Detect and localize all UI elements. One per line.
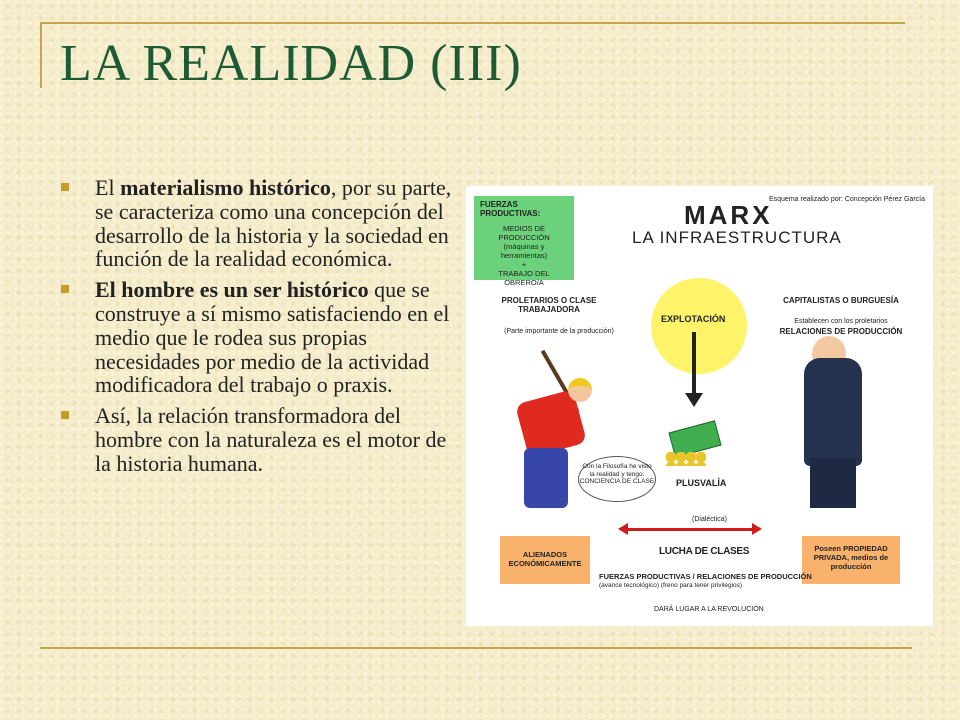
arrow-shaft: [692, 332, 696, 398]
bullet-marker: [61, 183, 69, 191]
proletarios-sub: (Parte importante de la producción): [504, 328, 614, 335]
bullet-3: [58, 404, 463, 475]
plusvalia-label: PLUSVALÍA: [676, 478, 727, 488]
bullet-1-post: , por su parte, se caracteriza como una concepción del desarrollo de la historia y la sociedad en función de la realidad económica.: [95, 175, 452, 272]
bullet-list: [58, 176, 463, 483]
worker-legs: [524, 448, 568, 508]
fuerzas-trabajo: TRABAJO DEL OBRERO/A: [498, 269, 550, 287]
dialectica-label: (Dialéctica): [692, 516, 728, 523]
explotacion-circle: [651, 278, 747, 374]
fuerzas-productivas-box: [474, 196, 574, 287]
marx-heading: MARX: [684, 200, 773, 230]
revolucion-label: DARÁ LUGAR A LA REVOLUCIÓN: [654, 606, 764, 613]
bullet-2-post: que se construye a sí mismo satisfaciendo en el medio que le rodea sus propias necesidades por medio de la actividad modificadora del trabajo o praxis.: [95, 277, 450, 398]
bullet-2: [58, 278, 463, 397]
bullet-marker: [61, 285, 69, 293]
arrow-down-icon: [685, 393, 703, 407]
capitalist-legs: [810, 458, 856, 508]
proletarios-label: PROLETARIOS O CLASE TRABAJADORA: [501, 296, 597, 314]
frame-top-line: [40, 22, 905, 24]
fp-rp-label: FUERZAS PRODUCTIVAS / RELACIONES DE PRODUCCIÓN: [599, 572, 812, 581]
coins-icon: [666, 452, 706, 466]
bullet-1-bold: materialismo histórico: [120, 175, 331, 200]
bullet-3-pre: Así, la relación transformadora del hombre con la naturaleza es el motor de la historia humana.: [95, 403, 447, 476]
frame-bottom-line: [40, 647, 912, 649]
bullet-1: [58, 176, 463, 271]
frame-left-line: [40, 22, 42, 88]
capitalistas-sub: Establecen con los proletarios: [794, 318, 888, 325]
marx-infrastructure-diagram: [466, 186, 933, 626]
relaciones-label: RELACIONES DE PRODUCCIÓN: [779, 327, 903, 336]
capitalistas-label: CAPITALISTAS O BURGUESÍA: [783, 296, 899, 305]
lucha-de-clases-label: LUCHA DE CLASES: [659, 546, 750, 557]
fuerzas-medios: MEDIOS DE PRODUCCIÓN: [498, 224, 550, 242]
slide-title: LA REALIDAD (III): [60, 35, 522, 92]
diagram-credit: Esquema realizado por: Concepción Pérez García: [768, 196, 925, 203]
bullet-1-pre: El: [95, 175, 121, 200]
bullet-marker: [61, 411, 69, 419]
bullet-2-bold: El hombre es un ser histórico: [95, 277, 369, 303]
fp-rp-sub: (avance tecnológico) (freno para tener privilegios): [599, 582, 743, 589]
explotacion-label: EXPLOTACIÓN: [661, 314, 726, 324]
fuerzas-title: FUERZAS PRODUCTIVAS:: [480, 200, 541, 218]
alienados-box: ALIENADOS ECONÓMICAMENTE: [500, 536, 590, 584]
double-arrow-icon: [626, 528, 754, 531]
worker-head: [568, 378, 592, 402]
fuerzas-sub: (máquinas y herramientas): [500, 242, 548, 260]
fuerzas-plus: +: [521, 260, 527, 269]
infraestructura-heading: LA INFRAESTRUCTURA: [632, 228, 842, 247]
capitalist-body: [804, 358, 862, 466]
poseen-box: Poseen PROPIEDAD PRIVADA, medios de producción: [802, 536, 900, 584]
speech-bubble: Con la Filosofía he visto la realidad y tengo: CONCIENCIA DE CLASE: [578, 456, 656, 502]
